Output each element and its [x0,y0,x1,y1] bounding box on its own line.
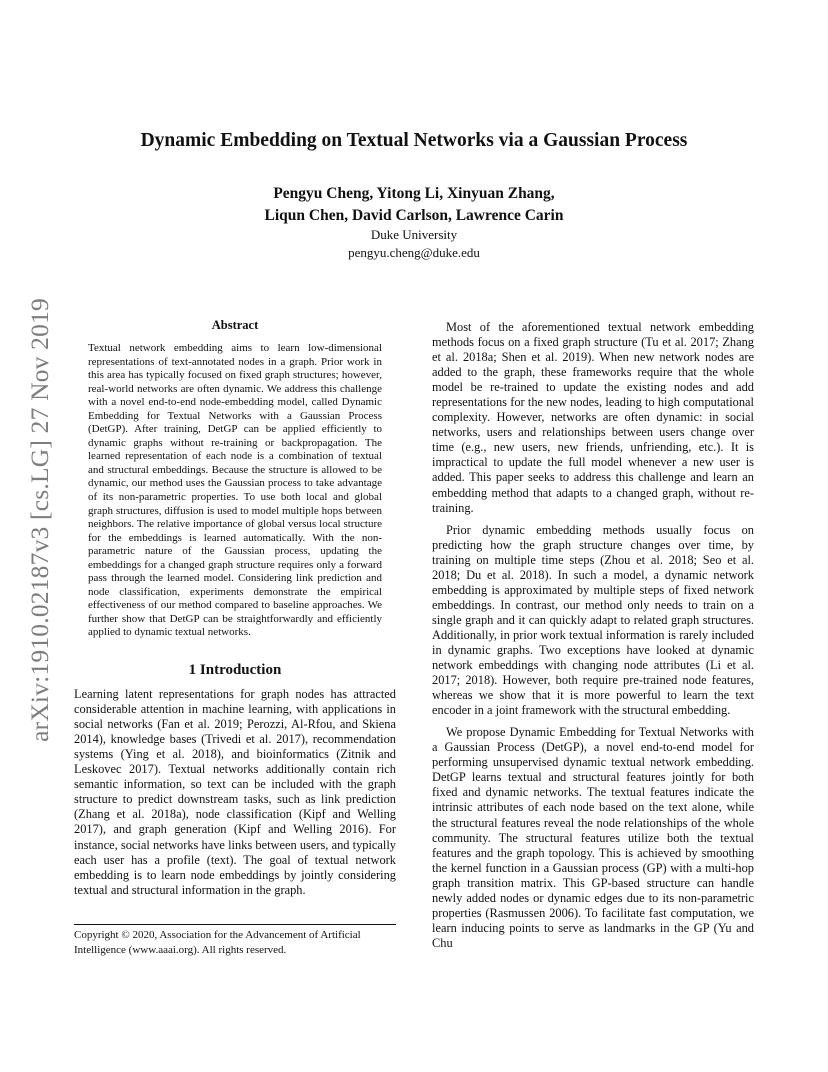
right-paragraph-1: Most of the aforementioned textual network embedding methods focus on a fixed graph structure (Tu et al. 2017; Zhang et al. 2018a; Shen et al. 2019). When new network nodes are added to the graph, these frameworks require that the whole model be re-trained to update the existing nodes and add representations for the new nodes, leading to high computational complexity. However, networks are often dynamic: in social networks, users and relationships between users change over time (e.g., new users, new friends, unfriending, etc.). It is impractical to update the full model whenever a new user is added. This paper seeks to address this challenge and learn an embedding method that adapts to a changed graph, without re-training. [432,320,754,515]
abstract-text: Textual network embedding aims to learn low-dimensional representations of text-annotated nodes in a graph. Prior work in this area has typically focused on fixed graph structures; however, real-world networks are often dynamic. We address this challenge with a novel end-to-end node-embedding model, called Dynamic Embedding for Textual Networks with a Gaussian Process (DetGP). After training, DetGP can be applied efficiently to dynamic graphs without re-training or backpropagation. The learned representation of each node is a combination of textual and structural embeddings. Because the structure is allowed to be dynamic, our method uses the Gaussian process to take advantage of its non-parametric properties. To use both local and global graph structures, diffusion is used to model multiple hops between neighbors. The relative importance of global versus local structure for the embeddings is learned automatically. With the non-parametric nature of the Gaussian process, updating the embeddings for a changed graph structure requires only a forward pass through the learned model. Considering link prediction and node classification, experiments demonstrate the empirical effectiveness of our method compared to baseline approaches. We further show that DetGP can be straightforwardly and efficiently applied to dynamic textual networks. [88,342,382,639]
abstract-heading: Abstract [211,318,259,332]
right-paragraph-2: Prior dynamic embedding methods usually focus on predicting how the graph structure changes over time, by training on multiple time steps (Zhou et al. 2018; Seo et al. 2018; Du et al. 2018). In such a model, a dynamic network embedding is approximated by multiple steps of fixed network embeddings. In contrast, our method only needs to train on a single graph and it can quickly adapt to related graph structures. Additionally, in prior work textual information is rarely included in dynamic graphs. Two exceptions have looked at dynamic network embeddings with changing node attributes (Li et al. 2017; 2018). However, both require pre-trained node features, whereas we show that it is more powerful to learn the text encoder in a joint framework with the structural embedding. [432,522,754,718]
arxiv-id-text: arXiv:1910.02187v3 [cs.LG] 27 Nov 2019 [25,297,54,742]
affiliation: Duke University [370,227,458,242]
authors-line-1: Pengyu Cheng, Yitong Li, Xinyuan Zhang, [273,185,555,202]
authors-line-2: Liqun Chen, David Carlson, Lawrence Carin [264,207,564,224]
email: pengyu.cheng@duke.edu [348,245,480,260]
arxiv-identifier [20,283,60,756]
section-heading-introduction: 1 Introduction [188,662,282,679]
affiliation-block [0,226,828,262]
left-column [74,318,396,898]
right-paragraph-3: We propose Dynamic Embedding for Textual Networks with a Gaussian Process (DetGP), a novel end-to-end model for performing unsupervised dynamic textual network embedding. DetGP learns textual and structural features jointly for both fixed and dynamic networks. The textual features indicate the intrinsic attributes of each node based on the text alone, while the structural features reveal the node relationships of the whole community. The structural features utilize both the textual features and the graph topology. This is achieved by smoothing the kernel function in a Gaussian process (GP) with a multi-hop graph transition matrix. This GP-based structure can handle newly added nodes or dynamic edges due to its non-parametric properties (Rasmussen 2006). To facilitate fast computation, we learn inducing points to serve as landmarks in the GP (Yu and Chu [432,725,754,950]
right-column [432,320,754,958]
copyright-notice: Copyright © 2020, Association for the Advancement of Artificial Intelligence (www.aaai.org). All rights reserved. [74,924,396,958]
author-list [0,183,828,227]
intro-paragraph-1: Learning latent representations for graph nodes has attracted considerable attention in machine learning, with applications in social networks (Fan et al. 2019; Perozzi, Al-Rfou, and Skiena 2014), knowledge bases (Trivedi et al. 2017), recommendation systems (Ying et al. 2018), and bioinformatics (Zitnik and Leskovec 2017). Textual networks additionally contain rich semantic information, so text can be included with the graph structure to predict downstream tasks, such as link prediction (Zhang et al. 2018a), node classification (Kipf and Welling 2017), and graph generation (Kipf and Welling 2016). For instance, social networks have links between users, and typically each user has a profile (text). The goal of textual network embedding is to learn node embeddings by jointly considering textual and structural information in the graph. [74,687,396,897]
paper-title: Dynamic Embedding on Textual Networks via a Gaussian Process [140,130,688,151]
